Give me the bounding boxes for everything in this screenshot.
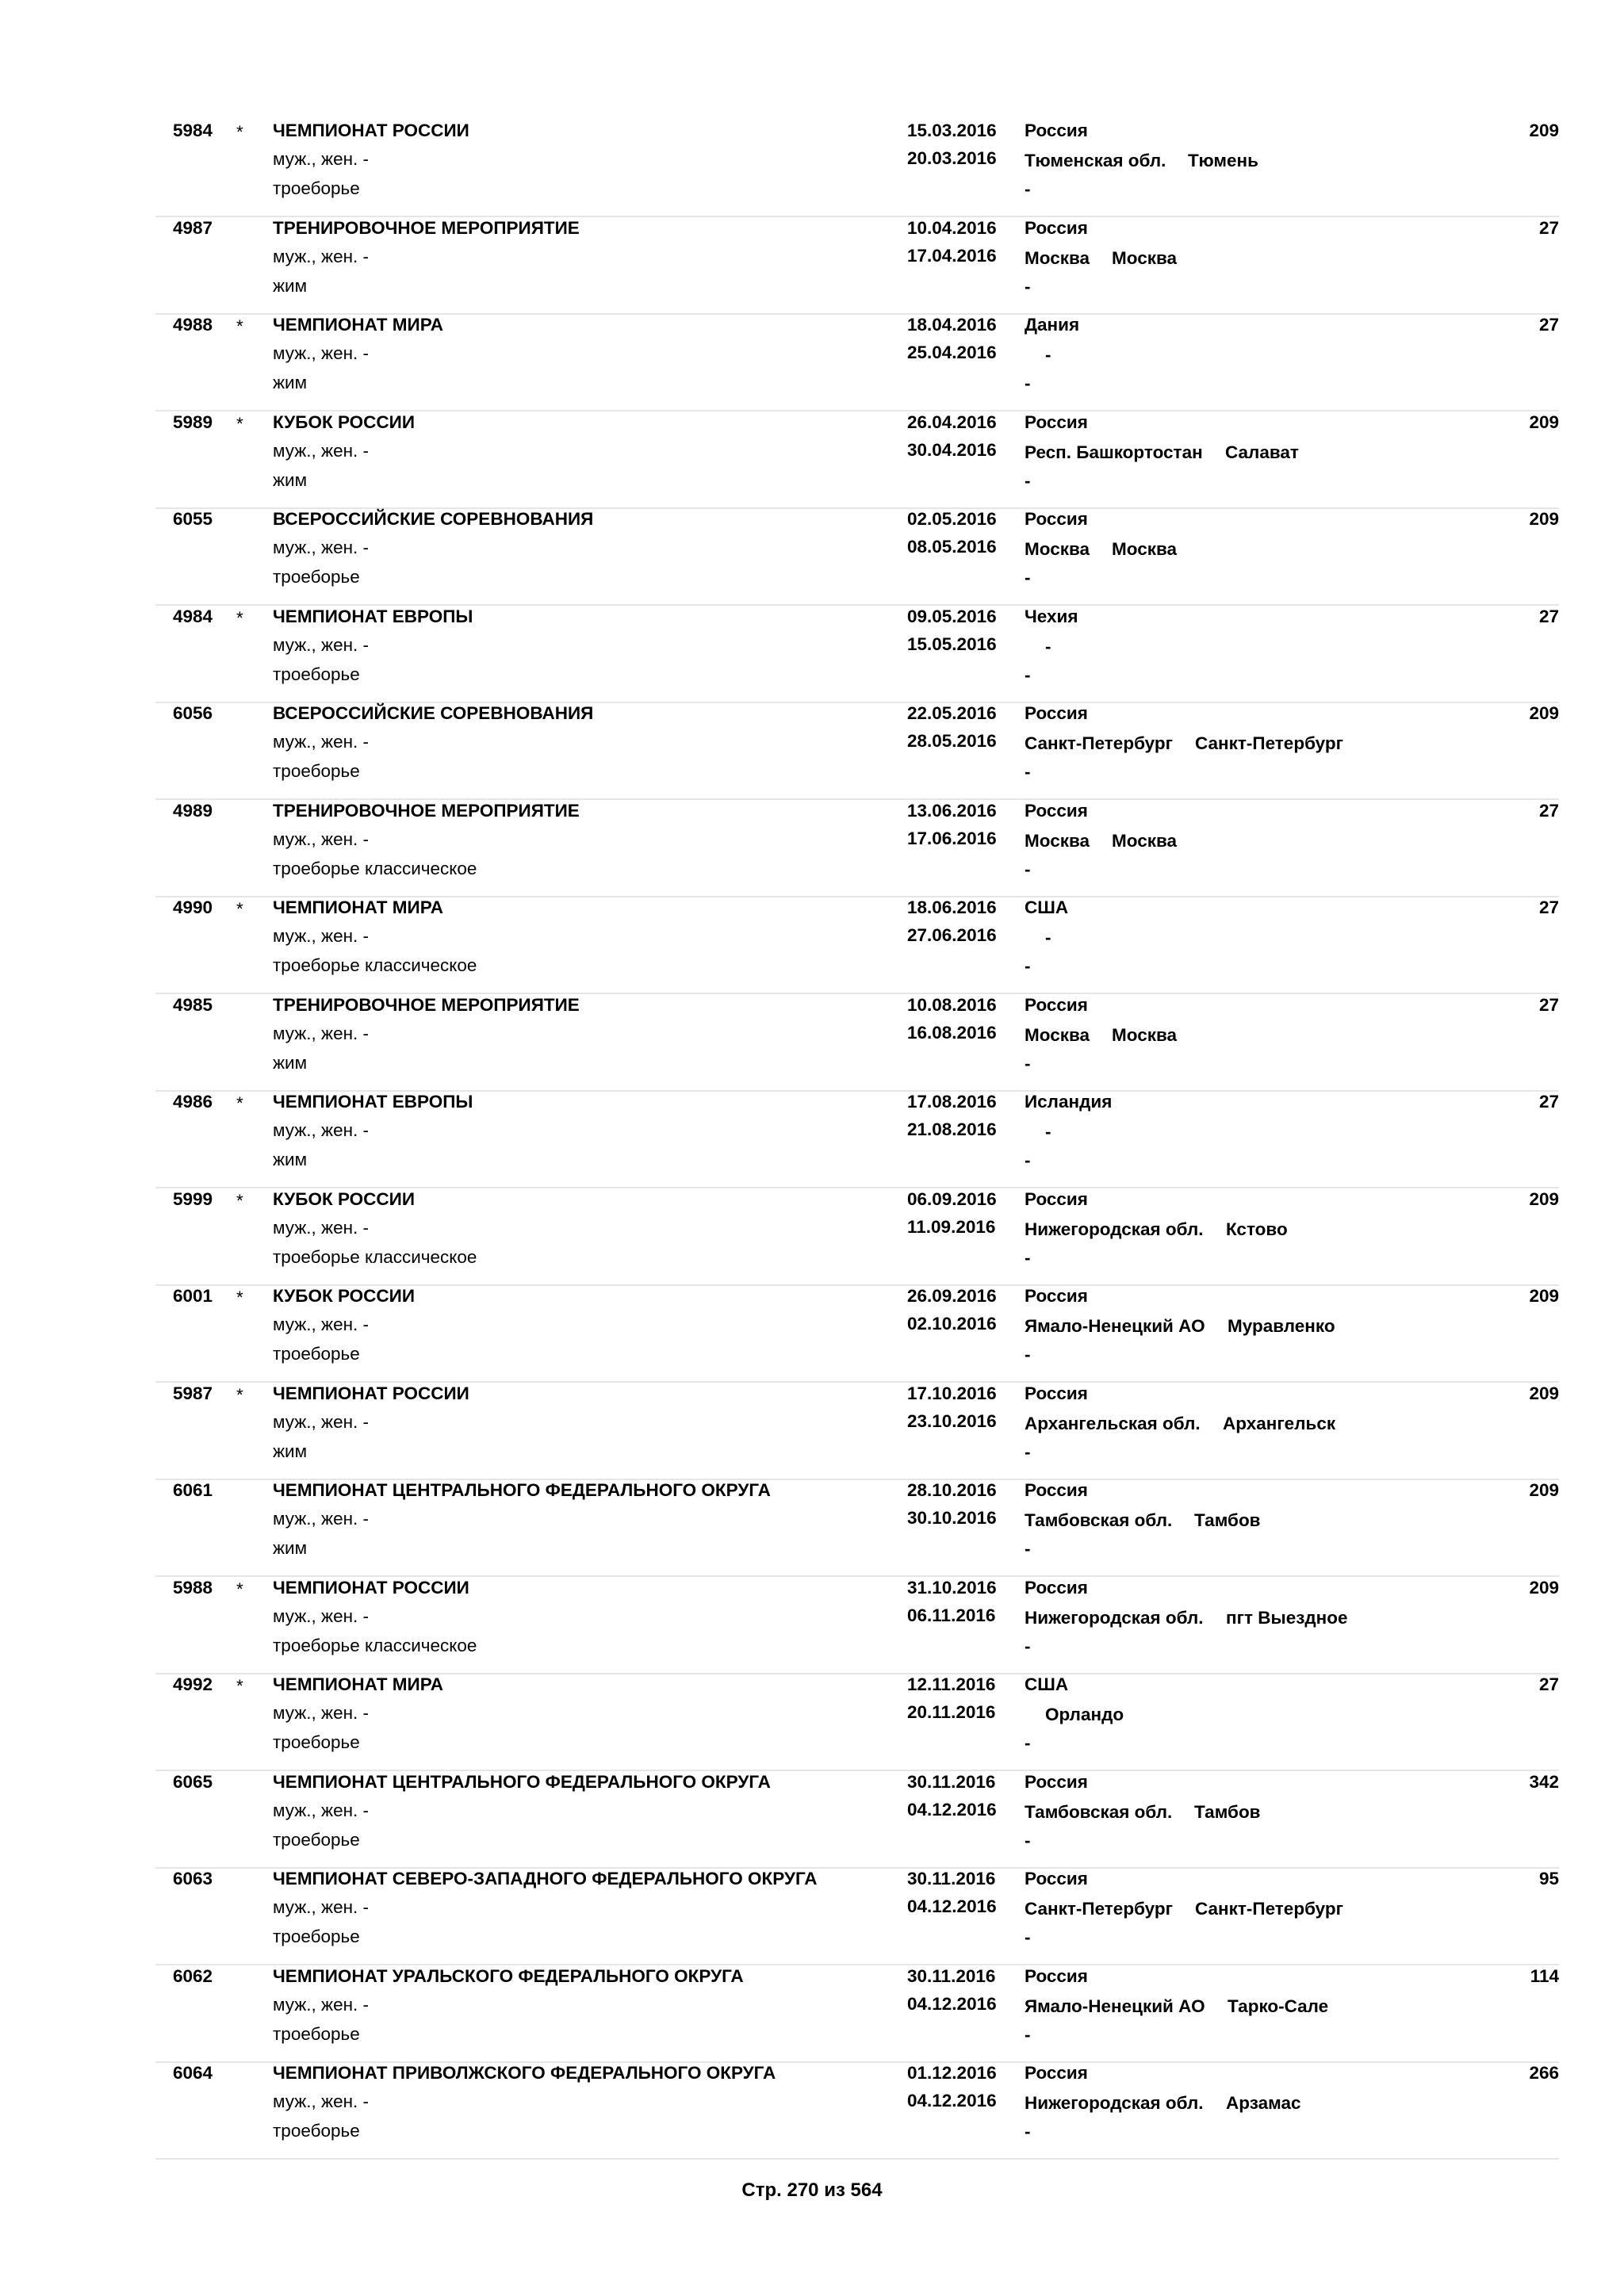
event-city: Тюмень [1188,151,1258,170]
star-marker: * [236,1093,243,1113]
start-date: 22.05.2016 [907,703,997,723]
event-gender: муж., жен. - [273,1120,370,1140]
event-region: Тюменская обл. [1025,151,1166,170]
event-code: 27 [1538,218,1559,238]
event-title: ЧЕМПИОНАТ ПРИВОЛЖСКОГО ФЕДЕРАЛЬНОГО ОКРУГА [273,2063,776,2083]
event-country: Россия [1025,1869,1088,1888]
event-city: Москва [1112,831,1178,851]
event-country: Россия [1025,1480,1088,1500]
event-title: ЧЕМПИОНАТ СЕВЕРО-ЗАПАДНОГО ФЕДЕРАЛЬНОГО ОКРУГА [273,1869,818,1888]
end-date: 21.08.2016 [907,1119,997,1139]
location-dash: - [1025,1539,1031,1559]
event-city: Тамбов [1194,1802,1261,1822]
end-date: 15.05.2016 [907,634,997,654]
start-date: 10.04.2016 [907,218,997,238]
event-id: 4984 [173,607,213,626]
event-id: 5987 [173,1383,213,1403]
event-id: 5984 [173,121,213,140]
event-country: Дания [1025,315,1080,335]
event-code: 209 [1529,121,1559,140]
event-region: Москва [1025,1025,1090,1045]
event-title: ЧЕМПИОНАТ ЕВРОПЫ [273,607,473,626]
event-code: 95 [1538,1869,1559,1888]
event-code: 27 [1538,801,1559,821]
event-code: 27 [1538,897,1559,917]
event-title: КУБОК РОССИИ [273,1189,416,1209]
event-country: Исландия [1025,1092,1113,1112]
event-gender: муж., жен. - [273,1218,370,1238]
event-city: - [1045,928,1051,947]
event-country: Россия [1025,801,1088,821]
event-row [155,1576,1559,1674]
event-gender: муж., жен. - [273,926,370,946]
event-gender: муж., жен. - [273,343,370,363]
star-marker: * [236,414,243,434]
location-dash: - [1025,1927,1031,1947]
location-dash: - [1025,2122,1031,2141]
star-marker: * [236,316,243,336]
event-gender: муж., жен. - [273,732,370,752]
location-dash: - [1025,1733,1031,1753]
event-id: 4988 [173,315,213,335]
event-title: ЧЕМПИОНАТ ЕВРОПЫ [273,1092,473,1112]
event-id: 6055 [173,509,213,529]
end-date: 02.10.2016 [907,1314,997,1334]
event-country: Россия [1025,1966,1088,1986]
event-title: ЧЕМПИОНАТ ЦЕНТРАЛЬНОГО ФЕДЕРАЛЬНОГО ОКРУГА [273,1772,771,1792]
event-discipline: троеборье [273,1927,360,1946]
event-discipline: троеборье [273,567,360,587]
event-discipline: троеборье [273,2121,360,2141]
event-title: ТРЕНИРОВОЧНОЕ МЕРОПРИЯТИЕ [273,995,580,1015]
event-row [155,507,1559,606]
event-gender: муж., жен. - [273,1897,370,1917]
location-dash: - [1025,373,1031,393]
event-region: Тамбовская обл. [1025,1802,1173,1822]
event-code: 209 [1529,1286,1559,1306]
event-row [155,216,1559,315]
event-id: 6056 [173,703,213,723]
event-discipline: жим [273,276,308,296]
start-date: 06.09.2016 [907,1189,997,1209]
location-dash: - [1025,1150,1031,1170]
event-discipline: троеборье [273,1732,360,1752]
start-date: 17.10.2016 [907,1383,997,1403]
event-id: 4992 [173,1674,213,1694]
event-region: Москва [1025,248,1090,268]
event-discipline: жим [273,1538,308,1558]
end-date: 23.10.2016 [907,1411,997,1431]
event-gender: муж., жен. - [273,247,370,266]
star-marker: * [236,1191,243,1211]
event-discipline: троеборье классическое [273,859,477,878]
event-gender: муж., жен. - [273,1024,370,1043]
event-country: Россия [1025,703,1088,723]
end-date: 11.09.2016 [907,1217,996,1237]
location-dash: - [1025,859,1031,879]
event-city: Москва [1112,248,1178,268]
event-discipline: троеборье классическое [273,1636,477,1655]
event-id: 4990 [173,897,213,917]
event-gender: муж., жен. - [273,149,370,169]
location-dash: - [1025,1248,1031,1268]
star-marker: * [236,608,243,628]
event-discipline: троеборье классическое [273,1247,477,1267]
event-id: 4985 [173,995,213,1015]
end-date: 25.04.2016 [907,342,997,362]
event-discipline: троеборье [273,1344,360,1364]
event-discipline: троеборье [273,178,360,198]
event-row [155,1188,1559,1286]
star-marker: * [236,1579,243,1599]
event-city: пгт Выездное [1226,1608,1348,1628]
event-row [155,702,1559,800]
event-gender: муж., жен. - [273,1606,370,1626]
event-row [155,993,1559,1092]
end-date: 04.12.2016 [907,1896,997,1916]
event-country: Россия [1025,995,1088,1015]
start-date: 02.05.2016 [907,509,997,529]
event-row [155,313,1559,411]
event-city: - [1045,1122,1051,1142]
event-code: 27 [1538,1092,1559,1112]
page-number: Стр. 270 из 564 [741,2179,883,2201]
event-id: 6061 [173,1480,213,1500]
location-dash: - [1025,2025,1031,2045]
event-row [155,605,1559,703]
event-code: 342 [1529,1772,1559,1792]
location-dash: - [1025,1442,1031,1462]
event-region: Санкт-Петербург [1025,733,1173,753]
event-row [155,1867,1559,1965]
event-code: 266 [1529,2063,1559,2083]
start-date: 30.11.2016 [907,1869,996,1888]
event-title: ЧЕМПИОНАТ РОССИИ [273,1383,469,1403]
event-country: Чехия [1025,607,1078,626]
event-discipline: жим [273,373,308,392]
event-country: Россия [1025,218,1088,238]
event-discipline: троеборье [273,2024,360,2044]
event-code: 209 [1529,412,1559,432]
start-date: 10.08.2016 [907,995,997,1015]
event-discipline: троеборье [273,1830,360,1850]
event-gender: муж., жен. - [273,1703,370,1723]
event-gender: муж., жен. - [273,829,370,849]
event-title: ВСЕРОССИЙСКИЕ СОРЕВНОВАНИЯ [273,509,594,529]
end-date: 20.11.2016 [907,1702,996,1722]
start-date: 01.12.2016 [907,2063,997,2083]
location-dash: - [1025,471,1031,491]
event-row [155,1965,1559,2063]
event-code: 209 [1529,1189,1559,1209]
event-title: ЧЕМПИОНАТ РОССИИ [273,1578,469,1598]
event-city: Тамбов [1194,1510,1261,1530]
start-date: 30.11.2016 [907,1772,996,1792]
event-code: 209 [1529,509,1559,529]
start-date: 18.04.2016 [907,315,997,335]
event-country: Россия [1025,509,1088,529]
event-code: 114 [1530,1966,1559,1986]
location-dash: - [1025,1345,1031,1364]
event-title: ЧЕМПИОНАТ УРАЛЬСКОГО ФЕДЕРАЛЬНОГО ОКРУГА [273,1966,744,1986]
event-row [155,119,1559,217]
event-city: Кстово [1226,1219,1288,1239]
end-date: 20.03.2016 [907,148,997,168]
event-row [155,2061,1559,2160]
event-code: 27 [1538,607,1559,626]
event-country: Россия [1025,1578,1088,1598]
end-date: 17.04.2016 [907,246,997,266]
event-row [155,1673,1559,1771]
end-date: 30.04.2016 [907,440,997,460]
event-title: ТРЕНИРОВОЧНОЕ МЕРОПРИЯТИЕ [273,801,580,821]
event-code: 27 [1538,315,1559,335]
event-city: Салават [1225,442,1299,462]
start-date: 18.06.2016 [907,897,997,917]
star-marker: * [236,122,243,142]
location-dash: - [1025,665,1031,685]
event-discipline: троеборье [273,761,360,781]
event-code: 209 [1529,1578,1559,1598]
end-date: 04.12.2016 [907,1994,997,2014]
event-id: 4987 [173,218,213,238]
event-gender: муж., жен. - [273,441,370,461]
event-country: Россия [1025,2063,1088,2083]
event-city: Муравленко [1228,1316,1335,1336]
event-discipline: троеборье классическое [273,955,477,975]
event-country: Россия [1025,412,1088,432]
event-country: Россия [1025,1189,1088,1209]
event-title: ВСЕРОССИЙСКИЕ СОРЕВНОВАНИЯ [273,703,594,723]
event-region: Москва [1025,539,1090,559]
event-country: Россия [1025,1383,1088,1403]
start-date: 30.11.2016 [907,1966,996,1986]
event-country: Россия [1025,1772,1088,1792]
event-gender: муж., жен. - [273,1412,370,1432]
event-id: 6063 [173,1869,213,1888]
event-code: 209 [1529,703,1559,723]
event-region: Нижегородская обл. [1025,1219,1204,1239]
start-date: 12.11.2016 [907,1674,996,1694]
event-code: 27 [1538,1674,1559,1694]
end-date: 06.11.2016 [907,1605,996,1625]
event-gender: муж., жен. - [273,1314,370,1334]
start-date: 28.10.2016 [907,1480,997,1500]
star-marker: * [236,1676,243,1696]
event-region: Москва [1025,831,1090,851]
event-gender: муж., жен. - [273,538,370,557]
event-gender: муж., жен. - [273,2091,370,2111]
event-discipline: троеборье [273,664,360,684]
star-marker: * [236,899,243,919]
end-date: 08.05.2016 [907,537,997,557]
event-title: КУБОК РОССИИ [273,1286,416,1306]
event-country: США [1025,1674,1069,1694]
event-title: ЧЕМПИОНАТ МИРА [273,315,443,335]
location-dash: - [1025,1054,1031,1073]
event-city: - [1045,345,1051,365]
location-dash: - [1025,568,1031,587]
event-gender: муж., жен. - [273,1800,370,1820]
event-city: - [1045,637,1051,656]
event-row [155,799,1559,897]
start-date: 09.05.2016 [907,607,997,626]
event-title: ЧЕМПИОНАТ РОССИИ [273,121,469,140]
event-country: Россия [1025,121,1088,140]
event-city: Тарко-Сале [1228,1996,1329,2016]
event-city: Санкт-Петербург [1195,733,1343,753]
event-city: Санкт-Петербург [1195,1899,1343,1919]
event-country: Россия [1025,1286,1088,1306]
end-date: 30.10.2016 [907,1508,997,1528]
event-region: Архангельская обл. [1025,1414,1201,1433]
event-id: 4989 [173,801,213,821]
event-discipline: жим [273,470,308,490]
event-row [155,896,1559,994]
event-code: 27 [1538,995,1559,1015]
start-date: 17.08.2016 [907,1092,997,1112]
event-id: 6064 [173,2063,213,2083]
event-row [155,1090,1559,1188]
event-region: Ямало-Ненецкий АО [1025,1316,1205,1336]
start-date: 26.09.2016 [907,1286,997,1306]
event-city: Москва [1112,1025,1178,1045]
event-region: Респ. Башкортостан [1025,442,1203,462]
event-title: ЧЕМПИОНАТ МИРА [273,897,443,917]
event-row [155,1770,1559,1869]
location-dash: - [1025,762,1031,782]
event-row [155,1479,1559,1577]
event-country: США [1025,897,1069,917]
location-dash: - [1025,956,1031,976]
event-gender: муж., жен. - [273,635,370,655]
event-code: 209 [1529,1480,1559,1500]
event-id: 5989 [173,412,213,432]
end-date: 04.12.2016 [907,2091,997,2110]
event-id: 6065 [173,1772,213,1792]
event-region: Тамбовская обл. [1025,1510,1173,1530]
event-city: Архангельск [1223,1414,1336,1433]
start-date: 15.03.2016 [907,121,997,140]
event-discipline: жим [273,1150,308,1169]
start-date: 13.06.2016 [907,801,997,821]
star-marker: * [236,1288,243,1307]
event-id: 4986 [173,1092,213,1112]
location-dash: - [1025,277,1031,297]
event-id: 5988 [173,1578,213,1598]
location-dash: - [1025,1831,1031,1850]
event-region: Нижегородская обл. [1025,2093,1204,2113]
event-code: 209 [1529,1383,1559,1403]
location-dash: - [1025,179,1031,199]
event-row [155,411,1559,509]
event-discipline: жим [273,1053,308,1073]
event-row [155,1284,1559,1383]
event-id: 6062 [173,1966,213,1986]
event-title: ТРЕНИРОВОЧНОЕ МЕРОПРИЯТИЕ [273,218,580,238]
event-city: Москва [1112,539,1178,559]
start-date: 26.04.2016 [907,412,997,432]
event-row [155,1382,1559,1480]
event-region: Санкт-Петербург [1025,1899,1173,1919]
event-region: Ямало-Ненецкий АО [1025,1996,1205,2016]
event-title: ЧЕМПИОНАТ ЦЕНТРАЛЬНОГО ФЕДЕРАЛЬНОГО ОКРУГА [273,1480,771,1500]
end-date: 16.08.2016 [907,1023,997,1043]
event-id: 5999 [173,1189,213,1209]
event-discipline: жим [273,1441,308,1461]
event-region: Нижегородская обл. [1025,1608,1204,1628]
start-date: 31.10.2016 [907,1578,997,1598]
event-gender: муж., жен. - [273,1995,370,2015]
location-dash: - [1025,1636,1031,1656]
end-date: 28.05.2016 [907,731,997,751]
event-city: Арзамас [1226,2093,1301,2113]
event-gender: муж., жен. - [273,1509,370,1529]
end-date: 27.06.2016 [907,925,997,945]
event-id: 6001 [173,1286,213,1306]
end-date: 17.06.2016 [907,828,997,848]
event-city: Орландо [1045,1705,1124,1724]
event-title: ЧЕМПИОНАТ МИРА [273,1674,443,1694]
end-date: 04.12.2016 [907,1800,997,1820]
event-title: КУБОК РОССИИ [273,412,416,432]
star-marker: * [236,1385,243,1405]
